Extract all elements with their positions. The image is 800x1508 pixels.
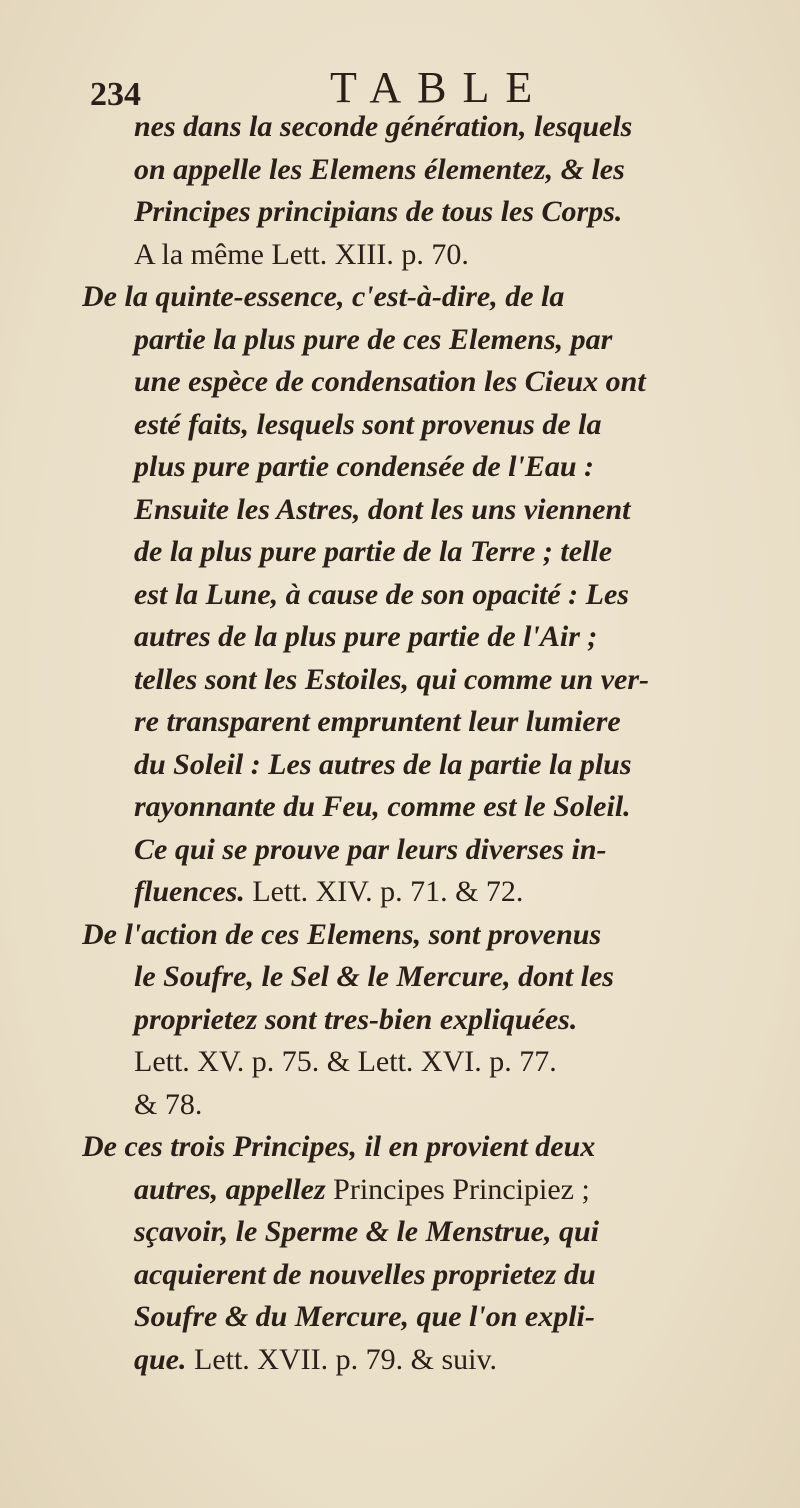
italic-text: plus pure partie condensée de l'Eau : xyxy=(134,450,595,483)
text-line xyxy=(108,829,760,872)
text-line xyxy=(108,489,760,532)
text-line xyxy=(108,319,760,362)
italic-text: on appelle les Elemens élementez, & les xyxy=(134,152,625,186)
italic-text: partie la plus pure de ces Elemens, par xyxy=(134,322,613,356)
italic-text: autres, appellez xyxy=(134,1172,326,1206)
text-line xyxy=(108,744,760,787)
italic-text: une espèce de condensation les Cieux ont xyxy=(134,365,646,398)
italic-text: Soufre & du Mercure, que l'on expli- xyxy=(134,1300,595,1333)
reference-text: Principes Principiez ; xyxy=(325,1172,590,1206)
italic-text: De ces trois Principes, il en provient deux xyxy=(82,1130,596,1163)
italic-text: Ce qui se prouve par leurs diverses in- xyxy=(134,832,607,866)
italic-text: sçavoir, le Sperme & le Menstrue, qui xyxy=(134,1215,599,1248)
italic-text: nes dans la seconde génération, lesquels xyxy=(134,110,633,143)
italic-text: autres de la plus pure partie de l'Air ; xyxy=(134,620,598,653)
text-line xyxy=(108,1041,760,1084)
text-line xyxy=(108,999,760,1042)
entry-first-line xyxy=(82,1126,760,1169)
text-line xyxy=(108,786,760,829)
text-line xyxy=(108,1339,760,1382)
text-line xyxy=(108,191,760,234)
reference-text: Lett. XVII. p. 79. & suiv. xyxy=(186,1342,498,1376)
text-line xyxy=(108,446,760,489)
italic-text: De l'action de ces Elemens, sont provenus xyxy=(82,917,602,951)
text-line xyxy=(108,404,760,447)
text-line xyxy=(108,531,760,574)
text-line xyxy=(108,956,760,999)
text-line xyxy=(108,871,760,914)
reference-text: Lett. XIV. p. 71. & 72. xyxy=(244,875,524,908)
text-line xyxy=(108,361,760,404)
italic-text: proprietez sont tres-bien expliquées. xyxy=(134,1002,578,1036)
text-line xyxy=(108,1296,760,1339)
italic-text: que. xyxy=(134,1342,187,1376)
text-line xyxy=(108,574,760,617)
italic-text: Ensuite les Astres, dont les uns viennent xyxy=(134,492,631,526)
text-line xyxy=(108,1254,760,1297)
text-line xyxy=(108,659,760,702)
text-line xyxy=(108,149,760,192)
text-line xyxy=(108,1084,760,1127)
italic-text: telles sont les Estoiles, qui comme un ver- xyxy=(134,662,649,696)
text-line xyxy=(108,234,760,277)
italic-text: esté faits, lesquels sont provenus de la xyxy=(134,407,602,441)
text-line xyxy=(108,616,760,659)
table-entries-text xyxy=(82,106,760,1381)
italic-text: est la Lune, à cause de son opacité : Les xyxy=(134,577,629,611)
italic-text: du Soleil : Les autres de la partie la plus xyxy=(134,747,632,781)
text-line xyxy=(108,1211,760,1254)
italic-text: Principes principians de tous les Corps. xyxy=(134,195,623,228)
reference-text: A la même Lett. XIII. p. 70. xyxy=(134,237,469,271)
text-line xyxy=(108,106,760,149)
running-head-title: TABLE xyxy=(330,63,549,112)
italic-text: fluences. xyxy=(134,875,245,908)
italic-text: re transparent empruntent leur lumiere xyxy=(134,705,621,738)
italic-text: rayonnante du Feu, comme est le Soleil. xyxy=(134,790,631,823)
entry-first-line xyxy=(82,276,760,319)
page-number: 234 xyxy=(90,76,141,113)
italic-text: le Soufre, le Sel & le Mercure, dont les xyxy=(134,960,614,993)
entry-first-line xyxy=(82,914,760,957)
text-line xyxy=(108,1169,760,1212)
italic-text: De la quinte-essence, c'est-à-dire, de la xyxy=(82,280,565,313)
reference-text: & 78. xyxy=(134,1087,203,1121)
reference-text: Lett. XV. p. 75. & Lett. XVI. p. 77. xyxy=(134,1045,557,1078)
text-line xyxy=(108,701,760,744)
italic-text: acquierent de nouvelles proprietez du xyxy=(134,1257,596,1291)
italic-text: de la plus pure partie de la Terre ; telle xyxy=(134,535,613,568)
